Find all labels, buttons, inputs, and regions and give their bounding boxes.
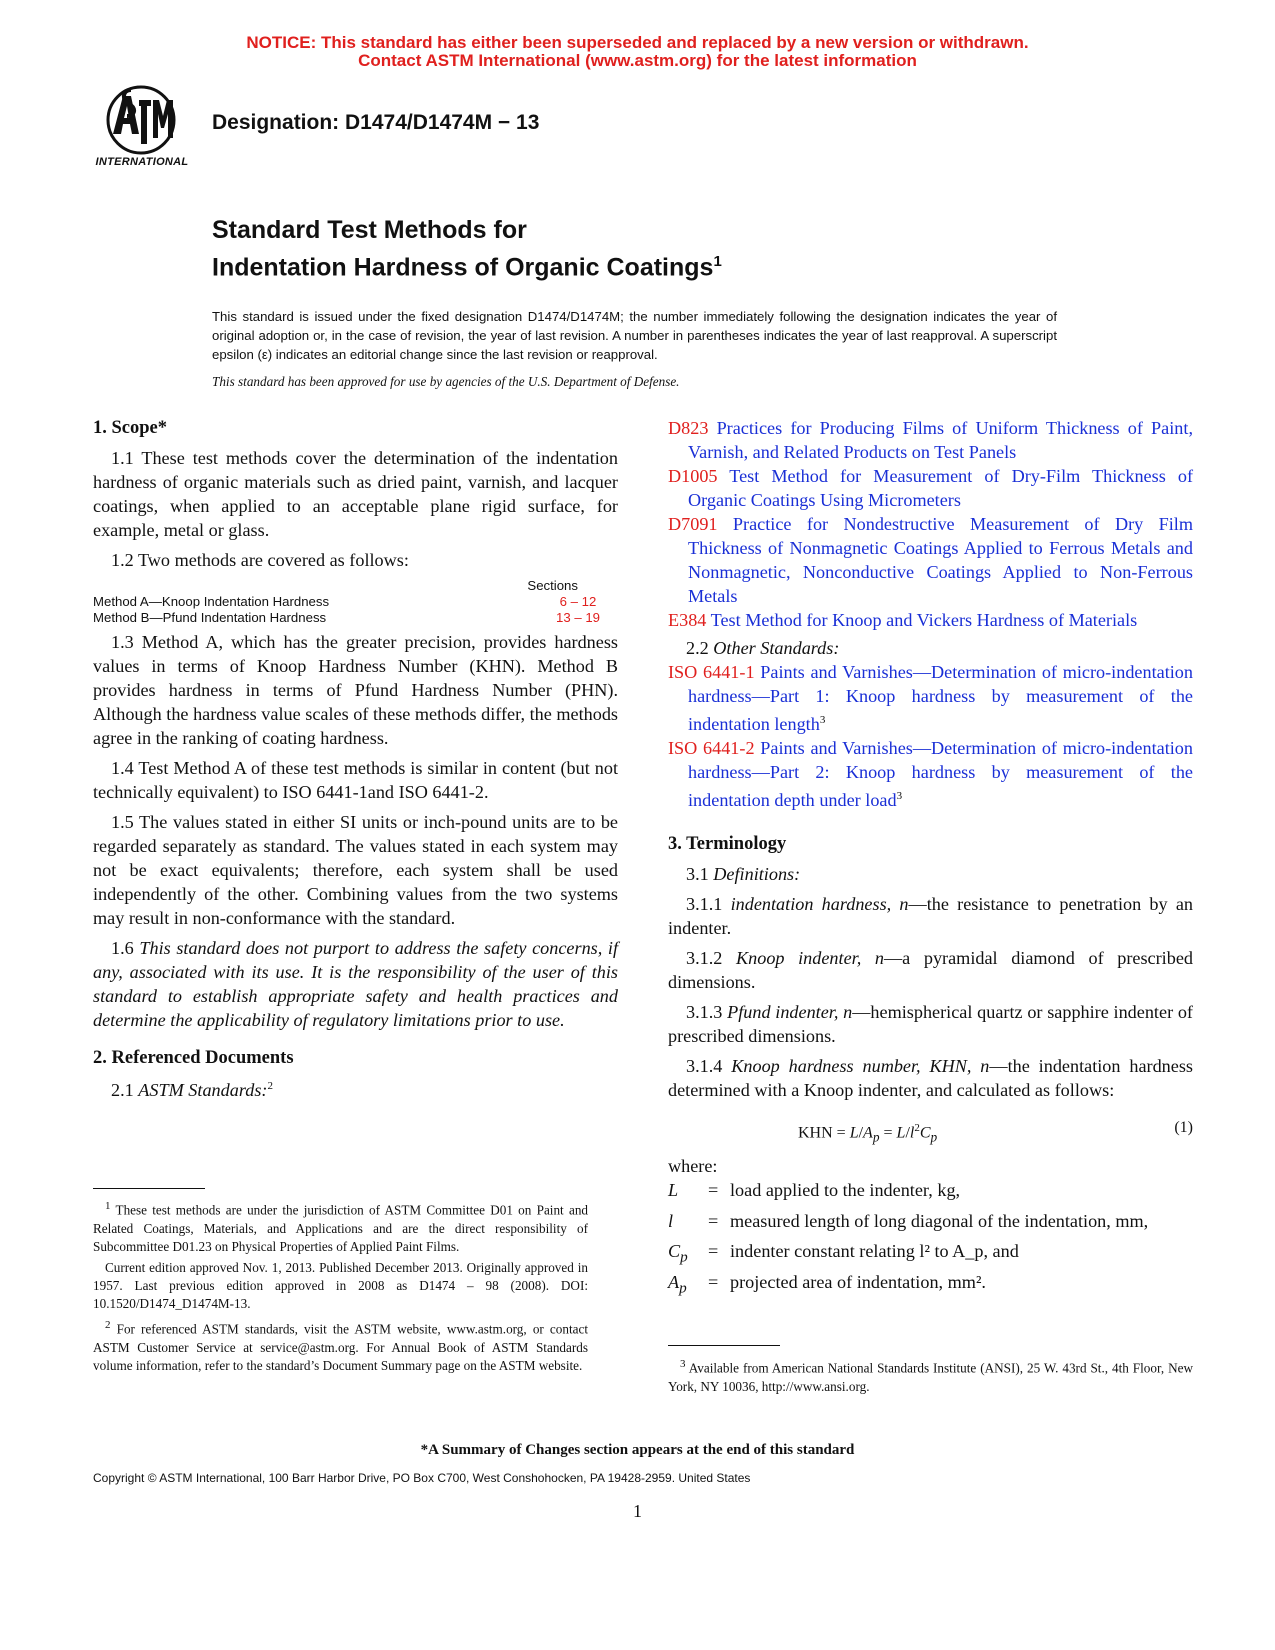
para-1-4: 1.4 Test Method A of these test methods is similar in content (but not technically equivalent) to ISO 6441-1and ISO 6441-2. [93,758,618,802]
footnote-ref: 3 [896,790,903,803]
reference-title-link[interactable]: Paints and Varnishes—Determination of micro-indentation hardness—Part 2: Knoop hardness by measurement of the indentation depth under load [688,738,1193,811]
reference-title-link[interactable]: Practice for Nondestructive Measurement of Dry Film Thickness of Nonmagnetic Coatings Applied to Ferrous Metals and Nonmagnetic, Nonconductive Coatings Applied to Non-Ferrous Metals [688,514,1193,606]
variable-equals: = [708,1210,719,1231]
methods-table [93,578,618,626]
variable-description: load applied to the indenter, kg, [730,1180,961,1201]
reference-item [668,736,1193,812]
where-label: where: [668,1156,718,1177]
title-line-1: Standard Test Methods for [212,216,527,244]
footnote-rule [668,1345,780,1346]
footnote-1-edition: Current edition approved Nov. 1, 2013. Published December 2013. Originally approved in 1957. Last previous edition approved in 2008 as D1474 – 98 (2008). DOI: 10.1520/D1474_D1474M-13. [93,1259,588,1312]
footnote-2-text: For referenced ASTM standards, visit the ASTM website, www.astm.org, or contact ASTM Customer Service at service@astm.org. For Annual Book of ASTM Standards volume information, refer to the standard’s Document Summary page on the ASTM website. [93,1321,588,1374]
title-footnote-ref: 1 [713,253,722,270]
footnote-3 [668,1355,1193,1396]
definition-term: Knoop indenter, n [736,948,884,969]
variable-description: indenter constant relating l² to A_p, and [730,1241,1019,1262]
reference-code-link[interactable]: D7091 [668,514,718,534]
methods-table-header: Sections [527,578,578,593]
reference-code-link[interactable]: E384 [668,610,707,630]
reference-code-link[interactable]: D1005 [668,466,718,486]
logo-text: INTERNATIONAL [95,156,189,168]
reference-title-link[interactable]: Test Method for Knoop and Vickers Hardness of Materials [710,610,1138,630]
footnote-3-number: 3 [680,1358,686,1370]
definition-term: indentation hardness, n [730,894,909,915]
definition-item [668,946,1193,994]
issued-note: This standard is issued under the fixed designation D1474/D1474M; the number immediately following the designation indicates the year of original adoption or, in the case of revision, the year of last revision. A number in parentheses indicates the year of last reapproval. A superscript epsilon (ε) indicates an editorial change since the last revision or reapproval. [212,309,1057,362]
reference-code-link[interactable]: ISO 6441-2 [668,738,755,759]
para-3-1-number: 3.1 [686,864,709,885]
method-name: Method B—Pfund Indentation Hardness [93,610,327,625]
definition-number: 3.1.4 [686,1056,723,1077]
para-3-1-text: Definitions: [713,864,801,885]
footnote-1 [93,1197,588,1257]
variable-equals: = [708,1272,719,1293]
definition-item [668,1054,1193,1102]
variables-list [668,1178,1193,1301]
reference-item [668,464,1193,512]
variable-symbol: $A_p$ [668,1272,687,1297]
dod-note: This standard has been approved for use by agencies of the U.S. Department of Defense. [212,374,680,389]
definition-text: —hemispherical quartz or sapphire indenter of prescribed dimensions. [668,1002,1193,1047]
scope-heading: 1. Scope* [93,418,167,438]
reference-item [668,608,1193,632]
footnote-ref: 3 [819,714,826,726]
astm-references [668,416,1193,632]
para-2-1-number: 2.1 [111,1080,134,1101]
para-1-6-text: This standard does not purport to address the safety concerns, if any, associated with its use. It is the responsibility of the user of this standard to establish appropriate safety and health practices and determine the applicability of regulatory limitations prior to use. [93,938,619,1030]
footnote-3-text: Available from American National Standards Institute (ANSI), 25 W. 43rd St., 4th Floor, New York, NY 10036, http://www.ansi.org. [668,1360,1193,1394]
reference-item [668,416,1193,464]
page-number: 1 [633,1501,642,1521]
reference-item [668,512,1193,608]
footnote-2 [93,1316,588,1376]
para-2-2-number: 2.2 [686,638,709,658]
reference-code-link[interactable]: ISO 6441-1 [668,662,755,682]
knoop-equation: KHN = $L/A_p = L/l^2C_p$ [798,1122,938,1145]
footnote-1-text: These test methods are under the jurisdiction of ASTM Committee D01 on Paint and Related Coatings, Materials, and Applications and are the direct responsibility of Subcommittee D01.23 on Physical Properties of Applied Paint Films. [93,1202,589,1255]
right-column [668,416,1193,1301]
reference-title-link[interactable]: Practices for Producing Films of Uniform Thickness of Paint, Varnish, and Related Products on Test Panels [688,418,1193,462]
method-sections-link[interactable]: 13 – 19 [556,610,600,625]
iso-references [668,660,1193,812]
definition-number: 3.1.3 [686,1002,723,1023]
variable-description: projected area of indentation, mm². [730,1272,986,1293]
method-sections-link[interactable]: 6 – 12 [559,594,597,609]
variable-row [668,1270,1193,1301]
para-1-6 [93,936,618,1032]
terminology-heading: 3. Terminology [668,834,787,855]
title-line-2: Indentation Hardness of Organic Coatings [212,253,714,282]
definition-text: —a pyramidal diamond of prescribed dimensions. [668,948,1193,993]
para-2-2 [668,636,1193,660]
definition-item [668,1000,1193,1048]
footnote-ref: 2 [267,1080,273,1092]
para-1-6-number: 1.6 [111,938,134,958]
footnote-1-number: 1 [105,1200,111,1212]
referenced-heading: 2. Referenced Documents [93,1048,294,1068]
variable-symbol: $C_p$ [668,1241,688,1267]
reference-code-link[interactable]: D823 [668,418,709,438]
reference-title-link[interactable]: Paints and Varnishes—Determination of micro-indentation hardness—Part 1: Knoop hardness by measurement of the indentation length [688,662,1193,735]
definition-term: Pfund indenter, n [727,1002,853,1023]
para-1-2: 1.2 Two methods are covered as follows: [111,550,409,570]
definitions [668,892,1193,1102]
variable-row [668,1209,1193,1240]
variable-symbol: l [668,1210,674,1231]
footnote-2-number: 2 [105,1318,111,1331]
para-1-3: 1.3 Method A, which has the greater precision, provides hardness values in terms of Knoop Hardness Number (KHN). Method B provides hardness in terms of Pfund Hardness Number (PHN). Although the hardness value scales of these methods differ, the methods agree in the ranking of coating hardness. [93,632,618,748]
notice-line-1: NOTICE: This standard has either been superseded and replaced by a new version or withdrawn. [246,33,1029,52]
variable-row [668,1178,1193,1209]
notice-line-2: Contact ASTM International (www.astm.org) for the latest information [358,51,917,70]
definition-text: —the indentation hardness determined with a Knoop indenter, and calculated as follows: [668,1056,1194,1101]
para-2-1-text: ASTM Standards: [138,1080,268,1101]
para-2-2-text: Other Standards: [713,638,840,658]
para-3-1 [668,862,1193,886]
definition-text: —the resistance to penetration by an indenter. [668,894,1193,939]
document-title [212,214,722,283]
reference-item [668,660,1193,736]
equation-number: (1) [1174,1119,1193,1137]
definition-term: Knoop hardness number, KHN, n [731,1056,990,1077]
variable-equals: = [708,1241,719,1262]
designation: Designation: D1474/D1474M − 13 [212,111,540,134]
copyright: Copyright © ASTM International, 100 Barr Harbor Drive, PO Box C700, West Conshohocken, PA 19428-2959. United States [93,1471,751,1485]
method-name: Method A—Knoop Indentation Hardness [93,594,330,609]
variable-equals: = [708,1180,719,1201]
variable-description: measured length of long diagonal of the indentation, mm, [730,1210,1149,1231]
definition-number: 3.1.2 [686,948,723,969]
para-2-1 [93,1074,618,1102]
astm-logo [93,82,191,172]
para-1-1: 1.1 These test methods cover the determination of the indentation hardness of organic materials such as dried paint, varnish, and lacquer coatings, when applied to an acceptable plane rigid surface, for example, metal or glass. [93,448,618,540]
left-footnotes [93,1197,588,1375]
methods-row [93,594,618,610]
variable-row [668,1239,1193,1270]
variable-symbol: L [668,1180,679,1201]
equation-row [668,1110,1193,1150]
left-column [93,416,618,1102]
footnote-rule [93,1188,205,1189]
reference-title-link[interactable]: Test Method for Measurement of Dry-Film Thickness of Organic Coatings Using Micrometers [688,466,1193,510]
summary-note: *A Summary of Changes section appears at the end of this standard [420,1442,855,1458]
methods-row [93,610,618,626]
definition-number: 3.1.1 [686,894,723,915]
para-1-5: 1.5 The values stated in either SI units or inch-pound units are to be regarded separately as standard. The values stated in each system may not be exact equivalents; therefore, each system shall be used independently of the other. Combining values from the two systems may result in non-conformance with the standard. [93,812,618,928]
definition-item [668,892,1193,940]
